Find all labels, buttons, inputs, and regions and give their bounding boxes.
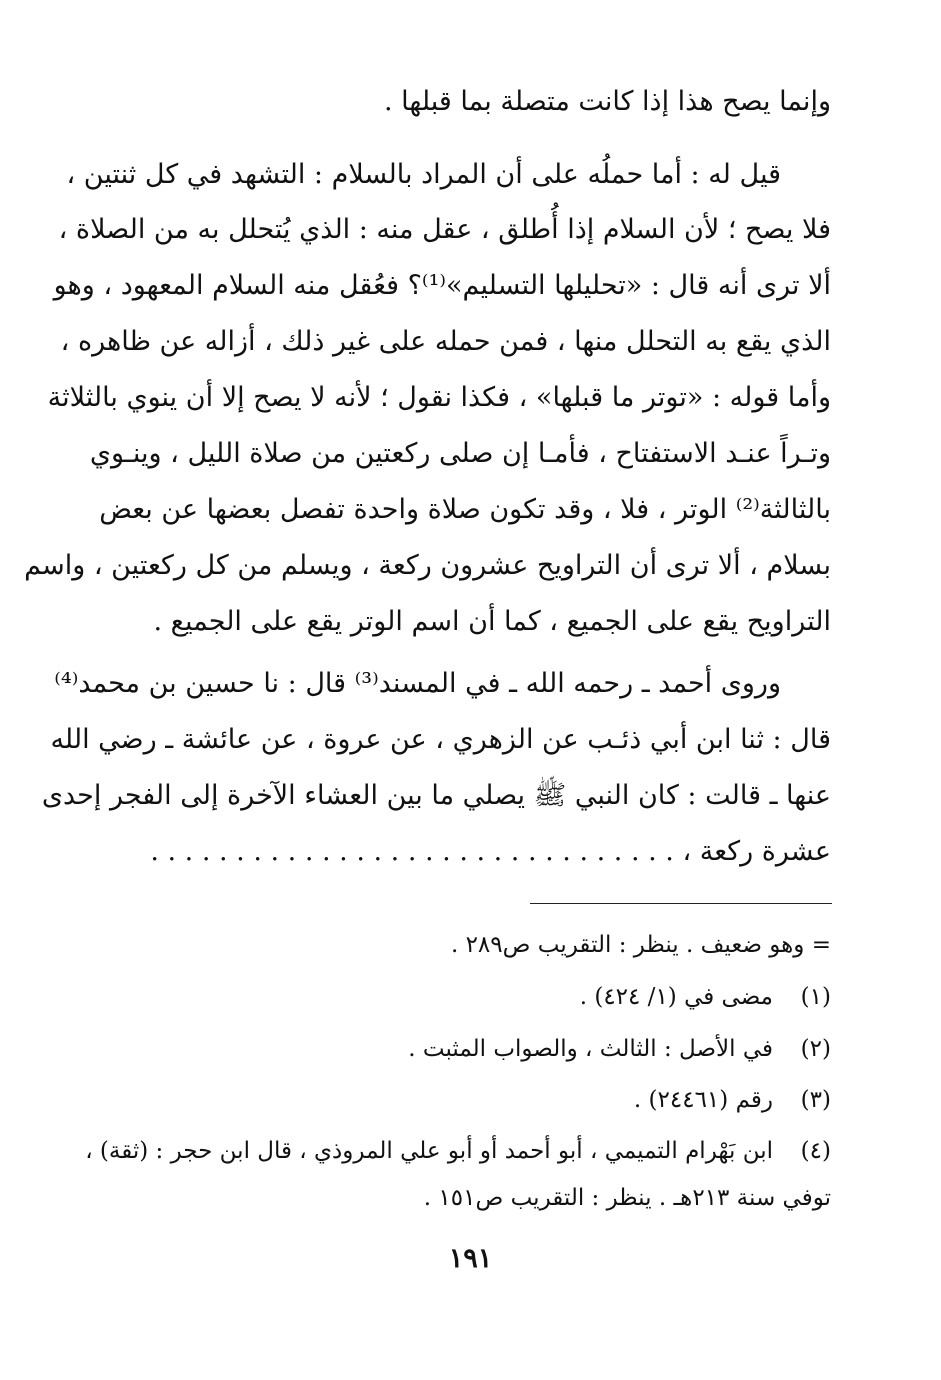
footnote-1	[119, 980, 831, 1014]
footnote-carry: = وهو ضعيف . ينظر : التقريب ص٢٨٩ .	[450, 932, 831, 958]
body-line-8: بالثالثة⁽²⁾ الوتر ، فلا ، وقد تكون صلاة واحدة تفصل بعضها عن بعض	[99, 494, 831, 525]
body-line-4: ألا ترى أنه قال : «تحليلها التسليم»⁽¹⁾؟ فعُقل منه السلام المعهود ، وهو	[53, 270, 831, 301]
footnote-number: (٣)	[800, 1087, 831, 1113]
body-line-12: قال : ثنا ابن أبي ذئـب عن الزهري ، عن عروة ، عن عائشة ـ رضي الله	[50, 724, 831, 755]
body-line-5: الذي يقع به التحلل منها ، فمن حمله على غير ذلك ، أزاله عن ظاهره ،	[60, 326, 831, 357]
footnote-4	[85, 1134, 831, 1168]
body-line-3: فلا يصح ؛ لأن السلام إذا أُطلق ، عقل منه : الذي يُتحلل به من الصلاة ،	[58, 214, 831, 245]
footnote-text: في الأصل : الثالث ، والصواب المثبت .	[408, 1036, 773, 1062]
body-line-1: وإنما يصح هذا إذا كانت متصلة بما قبلها .	[384, 86, 831, 117]
body-line-2: قيل له : أما حملُه على أن المراد بالسلام : التشهد في كل ثنتين ،	[66, 159, 781, 190]
body-line-6: وأما قوله : «توتر ما قبلها» ، فكذا نقول ؛ لأنه لا يصح إلا أن ينوي بالثلاثة	[47, 382, 831, 413]
footnote-separator	[530, 903, 832, 904]
body-line-9: بسلام ، ألا ترى أن التراويح عشرون ركعة ، ويسلم من كل ركعتين ، واسم	[24, 550, 831, 581]
body-line-14-text: عشرة ركعة ،	[682, 836, 831, 867]
footnote-2	[119, 1032, 831, 1066]
footnote-text: ابن بَهْرام التميمي ، أبو أحمد أو أبو علي المروذي ، قال ابن حجر : (ثقة) ،	[85, 1138, 773, 1164]
body-line-7: وتـراً عنـد الاستفتاح ، فأمـا إن صلى ركعتين من صلاة الليل ، وينـوي	[89, 438, 831, 469]
footnote-3	[119, 1083, 831, 1117]
body-line-13: عنها ـ قالت : كان النبي ﷺ يصلي ما بين العشاء الآخرة إلى الفجر إحدى	[41, 780, 831, 811]
footnote-number: (١)	[800, 984, 831, 1010]
dotted-leader: . . . . . . . . . . . . . . . . . . . . . . . . . . . . . . .	[150, 836, 674, 867]
body-line-10: التراويح يقع على الجميع ، كما أن اسم الوتر يقع على الجميع .	[153, 606, 831, 637]
footnote-4-continuation: توفي سنة ٢١٣هـ . ينظر : التقريب ص١٥١ .	[423, 1185, 831, 1211]
footnote-number: (٤)	[800, 1138, 831, 1164]
footnote-text: رقم (٢٤٤٦١) .	[633, 1087, 773, 1113]
page-number: ١٩١	[448, 1243, 493, 1274]
footnote-number: (٢)	[800, 1036, 831, 1062]
body-line-11: وروى أحمد ـ رحمه الله ـ في المسند⁽³⁾ قال : نا حسين بن محمد⁽⁴⁾	[54, 668, 781, 699]
footnote-text: مضى في (١/ ٤٢٤) .	[579, 984, 773, 1010]
body-line-14	[119, 832, 831, 876]
